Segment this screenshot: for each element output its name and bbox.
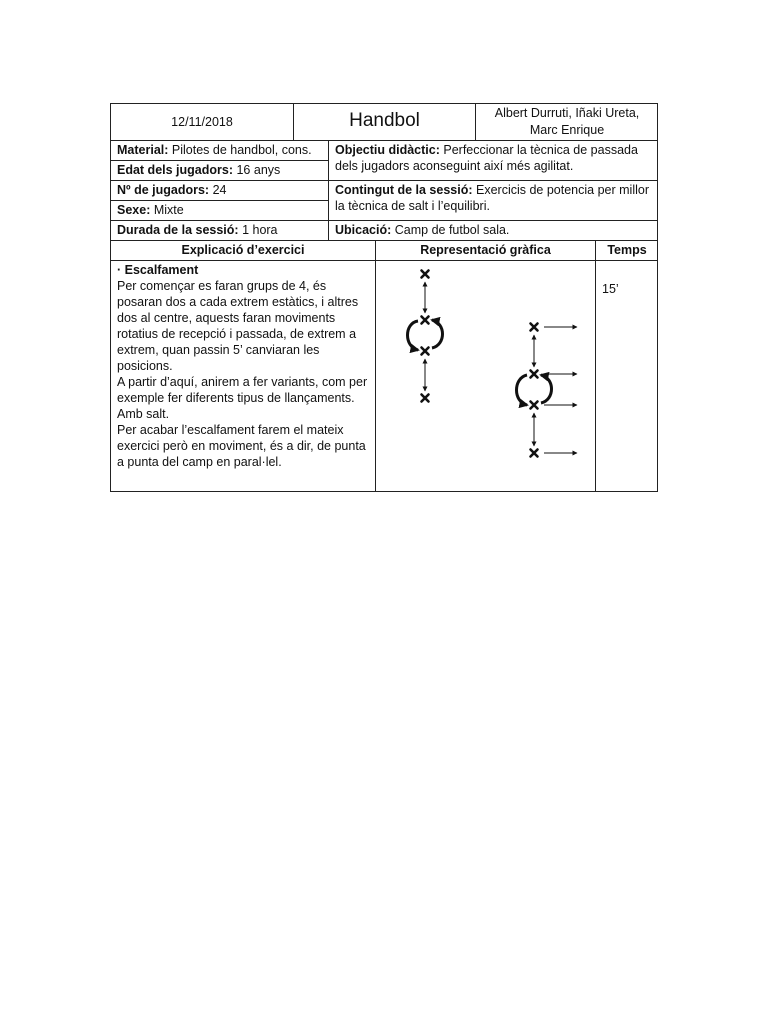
exercise-time bbox=[596, 261, 658, 492]
ubicacio-label: Ubicació: bbox=[335, 223, 392, 237]
authors: Albert Durruti, Iñaki Ureta, Marc Enrique bbox=[476, 104, 658, 141]
player-cross-icon bbox=[531, 402, 538, 409]
player-cross-icon bbox=[422, 348, 429, 355]
player-cross-icon bbox=[422, 271, 429, 278]
sexe-label: Sexe: bbox=[117, 203, 151, 217]
sport-title: Handbol bbox=[294, 104, 476, 141]
exercise-time-value: 15’ bbox=[602, 282, 619, 296]
contingut-label: Contingut de la sessió: bbox=[335, 183, 473, 197]
exercise-diagram bbox=[376, 261, 596, 492]
curved-rotation-arrow-icon bbox=[432, 320, 443, 348]
objectiu-cell bbox=[329, 141, 658, 181]
material-label: Material: bbox=[117, 143, 169, 157]
edat-value: 16 anys bbox=[236, 163, 281, 177]
sexe-value: Mixte bbox=[153, 203, 184, 217]
num-jugadors-label: Nº de jugadors: bbox=[117, 183, 210, 197]
exercise-heading: · Escalfament bbox=[117, 263, 199, 277]
player-cross-icon bbox=[422, 395, 429, 402]
exercise-paragraph-1: Per començar es faran grups de 4, és posaran dos a cada extrem estàtics, i altres dos al centre, aquests faran moviments rotatius de recepció i passada, de extrem a extrem, quan passin 5’ canviaran les posicions. bbox=[117, 279, 359, 373]
ubicacio-value: Camp de futbol sala. bbox=[394, 223, 510, 237]
exercise-description bbox=[111, 261, 376, 492]
col-header-representacio: Representació gràfica bbox=[376, 241, 596, 261]
sexe-cell bbox=[111, 201, 329, 221]
durada-value: 1 hora bbox=[242, 223, 278, 237]
session-sheet bbox=[110, 103, 658, 492]
player-cross-icon bbox=[422, 317, 429, 324]
exercise-paragraph-2: A partir d’aquí, anirem a fer variants, com per exemple fer diferents tipus de llançaments. Amb salt. bbox=[117, 375, 368, 421]
player-group-2 bbox=[517, 324, 578, 457]
edat-cell bbox=[111, 161, 329, 181]
curved-rotation-arrow-icon bbox=[541, 375, 552, 403]
material-value: Pilotes de handbol, cons. bbox=[171, 143, 312, 157]
player-cross-icon bbox=[531, 324, 538, 331]
durada-label: Durada de la sessió: bbox=[117, 223, 239, 237]
objectiu-value: Perfeccionar la tècnica de passada dels jugadors aconseguint així més agilitat. bbox=[335, 143, 638, 173]
num-jugadors-value: 24 bbox=[212, 183, 227, 197]
objectiu-label: Objectiu didàctic: bbox=[335, 143, 440, 157]
material-cell bbox=[111, 141, 329, 161]
curved-rotation-arrow-icon bbox=[517, 375, 528, 405]
edat-label: Edat dels jugadors: bbox=[117, 163, 233, 177]
session-date: 12/11/2018 bbox=[111, 104, 294, 141]
num-jugadors-cell bbox=[111, 181, 329, 201]
curved-rotation-arrow-icon bbox=[408, 321, 419, 350]
exercise-paragraph-3: Per acabar l’escalfament farem el mateix exercici però en moviment, és a dir, de punta a punta del camp en paral·lel. bbox=[117, 423, 366, 469]
exercise-diagram-cell bbox=[376, 261, 596, 492]
contingut-cell bbox=[329, 181, 658, 221]
col-header-explicacio: Explicació d’exercici bbox=[111, 241, 376, 261]
player-group-1 bbox=[408, 271, 443, 402]
contingut-value: Exercicis de potencia per millor la tècnica de salt i l’equilibri. bbox=[335, 183, 649, 213]
col-header-temps: Temps bbox=[596, 241, 658, 261]
player-cross-icon bbox=[531, 450, 538, 457]
ubicacio-cell bbox=[329, 221, 658, 241]
player-cross-icon bbox=[531, 371, 538, 378]
durada-cell bbox=[111, 221, 329, 241]
